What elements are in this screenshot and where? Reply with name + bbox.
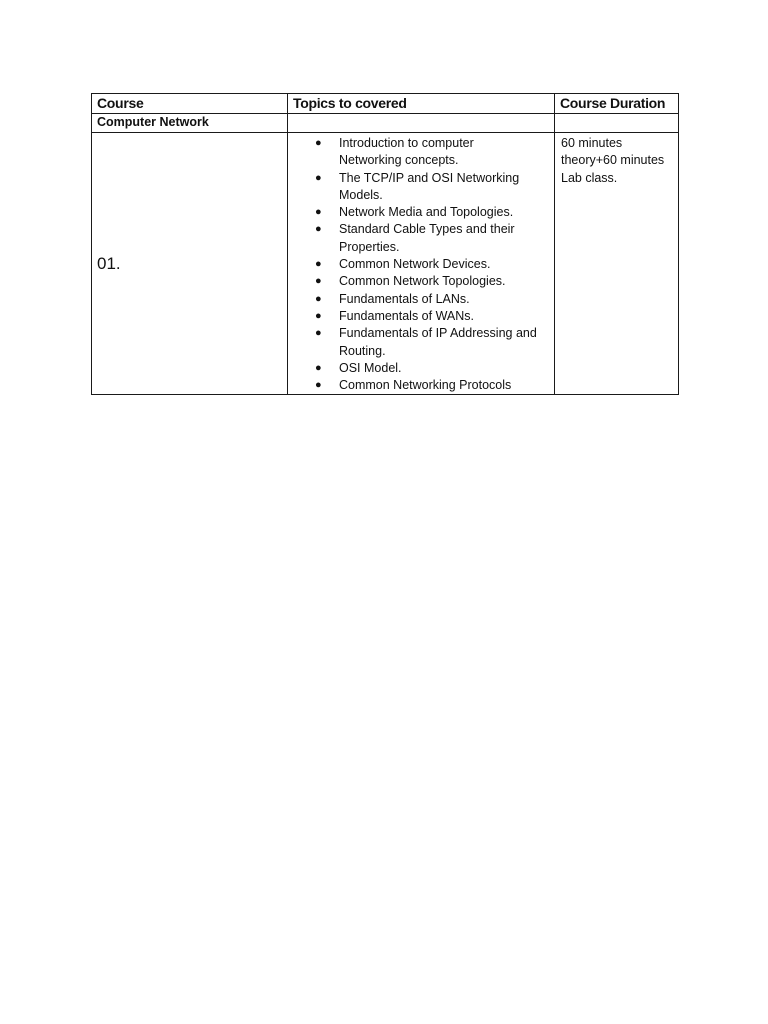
topic-text: Fundamentals of IP Addressing and (339, 326, 537, 341)
topic-item (294, 325, 548, 360)
topic-item (294, 360, 548, 377)
topic-item (294, 204, 548, 221)
header-topics: Topics to covered (288, 94, 555, 114)
bullet-icon: ● (315, 171, 322, 184)
empty-cell (555, 114, 679, 133)
topic-text: Properties. (339, 239, 400, 254)
topic-text: Networking concepts. (339, 153, 459, 168)
topic-item (294, 221, 548, 256)
topic-list (294, 133, 548, 394)
topic-item (294, 308, 548, 325)
topic-text: Fundamentals of WANs. (339, 308, 475, 323)
topic-item (294, 291, 548, 308)
course-table (91, 93, 679, 395)
header-course: Course (92, 94, 288, 114)
bullet-icon: ● (315, 327, 322, 340)
empty-cell (288, 114, 555, 133)
topic-text: Common Network Topologies. (339, 274, 506, 289)
header-duration: Course Duration (555, 94, 679, 114)
bullet-icon: ● (315, 258, 322, 271)
topic-text: Fundamentals of LANs. (339, 291, 470, 306)
topics-cell (288, 133, 555, 395)
duration-line: theory+60 minutes (561, 153, 665, 168)
topic-text: Models. (339, 187, 383, 202)
bullet-icon: ● (315, 206, 322, 219)
topic-text: OSI Model. (339, 360, 402, 375)
duration-line: 60 minutes (561, 136, 623, 150)
course-number: 01. (92, 133, 288, 395)
topic-item (294, 135, 548, 170)
topic-text: Common Network Devices. (339, 257, 491, 272)
topic-item (294, 256, 548, 273)
bullet-icon: ● (315, 292, 322, 305)
header-row (92, 94, 679, 114)
topic-text: The TCP/IP and OSI Networking (339, 170, 520, 185)
topic-item (294, 377, 548, 394)
bullet-icon: ● (315, 379, 322, 392)
bullet-icon: ● (315, 361, 322, 374)
topic-item (294, 170, 548, 205)
bullet-icon: ● (315, 223, 322, 236)
topic-text: Routing. (339, 343, 386, 358)
course-name-row (92, 114, 679, 133)
course-name: Computer Network (92, 114, 288, 133)
topic-text: Standard Cable Types and their (339, 222, 515, 237)
course-row (92, 133, 679, 395)
topic-text: Network Media and Topologies. (339, 205, 514, 220)
topic-item (294, 273, 548, 290)
topic-text: Introduction to computer (339, 136, 474, 150)
bullet-icon: ● (315, 309, 322, 322)
topic-text: Common Networking Protocols (339, 378, 512, 393)
duration-cell (555, 133, 679, 395)
bullet-icon: ● (315, 137, 322, 149)
duration-line: Lab class. (561, 170, 618, 185)
bullet-icon: ● (315, 275, 322, 288)
